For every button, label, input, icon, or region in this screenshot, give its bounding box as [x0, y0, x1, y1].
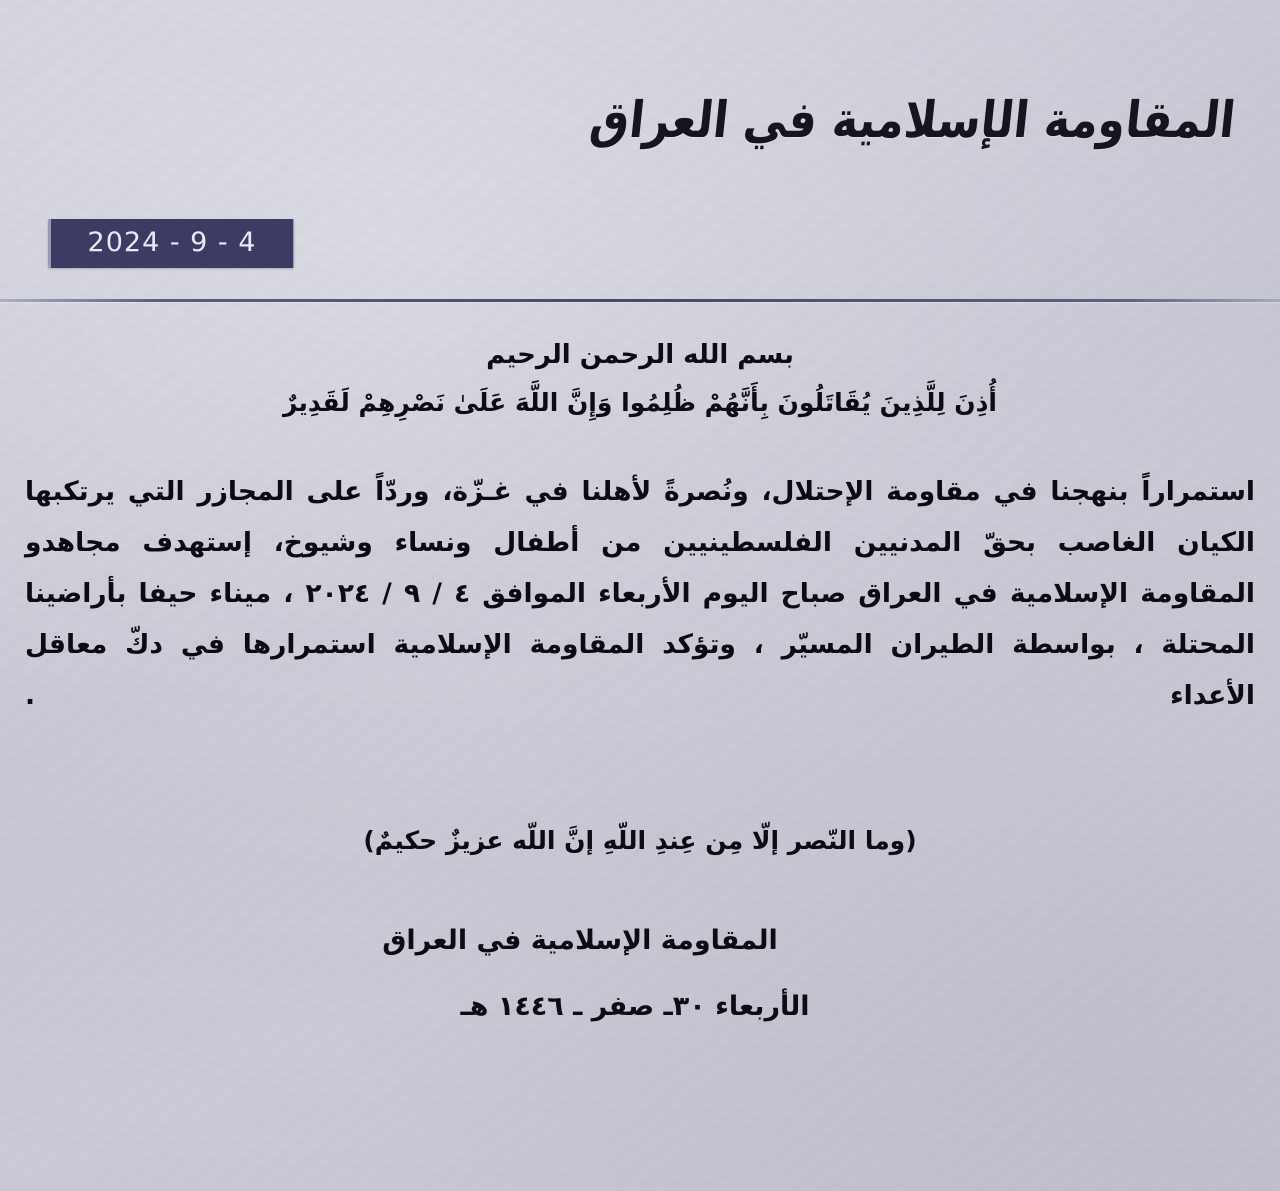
organization-logo: المقاومة الإسلامية في العراق: [587, 91, 1239, 150]
signature-hijri-date: الأربعاء ٣٠ـ صفر ـ ١٤٤٦ هـ: [460, 991, 810, 1023]
statement-body-text: استمراراً بنهجنا في مقاومة الإحتلال، ونُصرةً لأهلنا في غـزّة، وردّاً على المجازر التي يرتكبها الكيان الغاصب بحقّ المدنيين الفلسطينيين من أطفال ونساء وشيوخ، إستهدف مجاهدو المقاومة الإسلامية في العراق صباح اليوم الأربعاء الموافق ٤ / ٩ / ٢٠٢٤ ، ميناء حيفا بأراضينا المحتلة ، بواسطة الطيران المسيّر ، وتؤكد المقاومة الإسلامية استمرارها في دكّ معاقل الأعداء .: [25, 476, 1255, 711]
signature-organization: المقاومة الإسلامية في العراق: [382, 924, 778, 956]
header-divider: [0, 299, 1280, 302]
basmala-text: بسم الله الرحمن الرحيم: [486, 340, 794, 370]
quran-verse-closing: (وما النّصر إلّا مِن عِندِ اللّهِ إنَّ اللّه عزيزٌ حكيمٌ): [363, 825, 917, 855]
date-badge: 2024 - 9 - 4: [48, 219, 294, 268]
quran-verse-opening: أُذِنَ لِلَّذِينَ يُقَاتَلُونَ بِأَنَّهُمْ ظُلِمُوا وَإِنَّ اللَّهَ عَلَىٰ نَصْرِهِمْ لَقَدِيرٌ: [282, 388, 997, 418]
document-header: [0, 0, 1280, 300]
document-content: [0, 338, 1280, 1024]
signature-block: [25, 925, 1255, 1024]
